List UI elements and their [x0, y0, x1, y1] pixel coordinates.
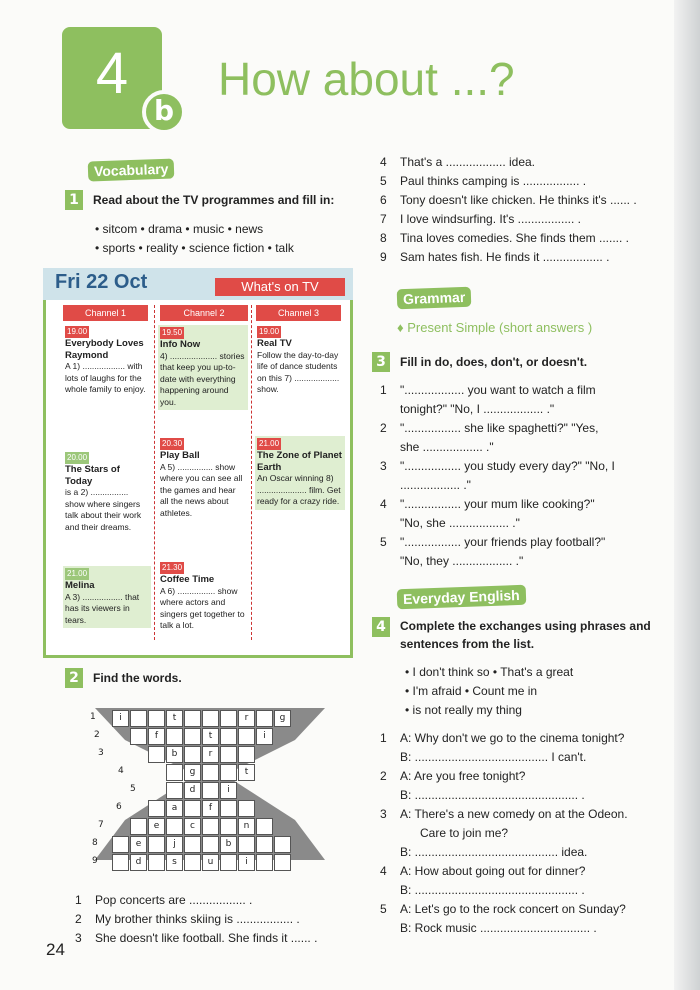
grid-cell: r — [238, 710, 255, 727]
channel-header: Channel 3 — [256, 305, 341, 321]
grid-cell — [220, 764, 237, 781]
programme-title: The Stars of Today — [65, 464, 120, 487]
item-number: 5 — [380, 902, 387, 916]
row-number: 2 — [94, 730, 100, 740]
grid-cell: e — [130, 836, 147, 853]
gap-fill-continuation: .................. ." — [400, 478, 471, 492]
programme-time: 21.00 — [259, 439, 280, 448]
gap-fill-list — [380, 383, 660, 573]
row-number: 6 — [116, 802, 122, 812]
grid-cell — [220, 728, 237, 745]
exercise-number: 4 — [372, 617, 390, 637]
grid-cell — [274, 836, 291, 853]
programme-item — [257, 326, 341, 396]
unit-letter-badge: b — [142, 90, 186, 134]
programme-item — [65, 326, 149, 396]
programme-item — [255, 436, 345, 510]
grid-cell: n — [238, 818, 255, 835]
grid-cell: g — [274, 710, 291, 727]
item-number: 5 — [380, 535, 387, 549]
grid-cell: b — [166, 746, 183, 763]
programme-time: 19.00 — [259, 327, 280, 336]
programme-title: The Zone of Planet Earth — [257, 450, 342, 473]
item-number: 6 — [380, 193, 387, 207]
item-number: 1 — [75, 893, 82, 907]
grid-cell: f — [202, 800, 219, 817]
word-list: • sitcom • drama • music • news — [95, 222, 264, 236]
column-divider — [154, 305, 155, 640]
item-text: A: Why don't we go to the cinema tonight? — [400, 731, 625, 745]
grid-cell — [202, 818, 219, 835]
grid-cell — [148, 746, 165, 763]
dialogue-line-b: B: ........................................... idea. — [400, 845, 588, 859]
exercise-number: 1 — [65, 190, 83, 210]
page-edge-shadow — [674, 0, 700, 990]
gap-fill-item — [380, 421, 660, 440]
programme-text: 4) .................... stories that keep you up-to-date with everything happening around you. — [160, 350, 245, 407]
sentence-item — [75, 893, 252, 907]
item-text: She doesn't like football. She finds it ...... . — [95, 931, 318, 945]
grid-cell — [184, 800, 201, 817]
row-number: 4 — [118, 766, 124, 776]
dialogue-line-b: B: ................................................. . — [400, 788, 585, 802]
item-number: 4 — [380, 497, 387, 511]
exercise-instruction: Fill in do, does, don't, or doesn't. — [400, 355, 588, 369]
dialogue-line-a-cont: Care to join me? — [420, 826, 509, 840]
grid-cell — [220, 800, 237, 817]
dialogue-line-a — [380, 807, 660, 826]
grid-cell: i — [238, 854, 255, 871]
programme-title: Real TV — [257, 338, 292, 349]
dialogue-line-a — [380, 731, 660, 750]
gap-fill-continuation: she .................. ." — [400, 440, 494, 454]
grid-cell — [148, 710, 165, 727]
programme-item — [63, 566, 151, 628]
exercise-instruction: Find the words. — [93, 671, 182, 685]
grid-cell — [130, 728, 147, 745]
programme-title: Info Now — [160, 339, 201, 350]
grid-cell: u — [202, 854, 219, 871]
programme-item — [158, 325, 248, 410]
grid-cell: i — [112, 710, 129, 727]
grid-cell — [238, 836, 255, 853]
column-divider — [251, 305, 252, 640]
gap-fill-item — [380, 383, 660, 402]
item-number: 2 — [75, 912, 82, 926]
grid-cell — [202, 710, 219, 727]
grid-cell — [202, 836, 219, 853]
gap-fill-continuation: "No, they .................. ." — [400, 554, 524, 568]
exercise-instruction: Complete the exchanges using phrases and — [400, 619, 651, 633]
sentence-item — [75, 931, 317, 945]
item-number: 9 — [380, 250, 387, 264]
grid-cell: t — [166, 710, 183, 727]
grid-cell — [256, 854, 273, 871]
item-text: A: Let's go to the rock concert on Sunday? — [400, 902, 626, 916]
grid-cell — [184, 836, 201, 853]
vocabulary-tag: Vocabulary — [88, 158, 175, 181]
item-text: My brother thinks skiing is ................. . — [95, 912, 300, 926]
programme-text: is a 2) ................ show where singers talk about their work and their dreams. — [65, 487, 142, 532]
programme-text: Follow the day-to-day life of dance students on this 7) ................... show. — [257, 349, 340, 394]
programme-title: Coffee Time — [160, 574, 215, 585]
exercise-number: 2 — [65, 668, 83, 688]
word-list: • sports • reality • science fiction • talk — [95, 241, 294, 255]
grid-cell — [130, 818, 147, 835]
programme-text: A 5) ............... show where you can see all the games and hear all the news about athletes. — [160, 461, 243, 518]
item-number: 7 — [380, 212, 387, 226]
grammar-point: ♦ Present Simple (short answers ) — [397, 320, 593, 335]
programme-text: A 3) ................. that has its viewers in tears. — [65, 591, 140, 625]
item-text: "................. you study every day?" "No, I — [400, 459, 615, 473]
sentence-item — [75, 912, 300, 926]
item-text: "................. she like spaghetti?" "Yes, — [400, 421, 599, 435]
grid-cell — [220, 710, 237, 727]
grid-cell — [148, 800, 165, 817]
item-number: 1 — [380, 731, 387, 745]
grid-cell — [166, 764, 183, 781]
sentence-item — [380, 231, 660, 250]
grid-cell — [202, 764, 219, 781]
programme-text: A 1) .................. with lots of laughs for the whole family to enjoy. — [65, 361, 146, 394]
dialogue-line-a — [380, 769, 660, 788]
dialogue-line-b: B: ........................................ I can't. — [400, 750, 587, 764]
item-text: A: There's a new comedy on at the Odeon. — [400, 807, 628, 821]
grid-cell: i — [220, 782, 237, 799]
programme-item — [160, 438, 246, 519]
programme-item — [160, 562, 246, 632]
grid-cell — [166, 818, 183, 835]
exercise-number: 3 — [372, 352, 390, 372]
row-number: 3 — [98, 748, 104, 758]
grid-cell — [166, 728, 183, 745]
row-number: 8 — [92, 838, 98, 848]
dialogue-line-a — [380, 864, 660, 883]
programme-time: 19.00 — [67, 327, 88, 336]
programme-title: Melina — [65, 580, 95, 591]
grid-cell: t — [238, 764, 255, 781]
page-title: How about ...? — [218, 53, 515, 105]
item-text: A: How about going out for dinner? — [400, 864, 586, 878]
sentence-item — [380, 212, 660, 231]
tv-guide-label: What's on TV — [215, 278, 345, 296]
item-number: 5 — [380, 174, 387, 188]
grid-cell: t — [202, 728, 219, 745]
channel-header: Channel 1 — [63, 305, 148, 321]
grid-cell — [184, 728, 201, 745]
item-text: "................. your mum like cooking?" — [400, 497, 595, 511]
exercise-instruction: sentences from the list. — [400, 637, 535, 651]
grid-cell — [112, 836, 129, 853]
unit-number: 4 — [95, 41, 129, 106]
programme-title: Play Ball — [160, 450, 200, 461]
gap-fill-continuation: tonight?" "No, I .................. ." — [400, 402, 555, 416]
grid-cell — [220, 818, 237, 835]
grid-cell — [184, 710, 201, 727]
item-text: ".................. you want to watch a film — [400, 383, 596, 397]
item-number: 2 — [380, 769, 387, 783]
tv-guide-date: Fri 22 Oct — [55, 271, 148, 293]
grid-cell — [274, 854, 291, 871]
phrase-list: • I'm afraid • Count me in — [405, 684, 538, 698]
grid-cell: c — [184, 818, 201, 835]
programme-time: 19.50 — [162, 328, 183, 337]
grid-cell: r — [202, 746, 219, 763]
grid-cell: d — [184, 782, 201, 799]
grid-cell — [148, 854, 165, 871]
item-number: 4 — [380, 864, 387, 878]
item-text: Sam hates fish. He finds it .................. . — [400, 250, 610, 264]
grid-cell — [220, 854, 237, 871]
sentence-item — [380, 250, 660, 269]
sentence-list — [380, 155, 660, 269]
grid-cell: s — [166, 854, 183, 871]
gap-fill-item — [380, 459, 660, 478]
programme-text: An Oscar winning 8) ..................... film. Get ready for a crazy ride. — [257, 473, 341, 506]
grammar-tag: Grammar — [397, 287, 472, 310]
item-number: 3 — [75, 931, 82, 945]
item-text: I love windsurfing. It's ................. . — [400, 212, 582, 226]
item-text: A: Are you free tonight? — [400, 769, 526, 783]
grid-cell — [184, 854, 201, 871]
item-text: That's a .................. idea. — [400, 155, 536, 169]
item-number: 4 — [380, 155, 387, 169]
grid-cell — [148, 836, 165, 853]
dialogue-line-b: B: ................................................. . — [400, 883, 585, 897]
grid-cell: j — [166, 836, 183, 853]
item-text: Tina loves comedies. She finds them ....... . — [400, 231, 629, 245]
item-number: 3 — [380, 459, 387, 473]
item-number: 3 — [380, 807, 387, 821]
programme-title: Everybody Loves Raymond — [65, 338, 144, 361]
programme-text: A 6) ................ show where actors and singers get together to talk a lot. — [160, 585, 245, 630]
sentence-item — [380, 174, 660, 193]
programme-time: 20.00 — [67, 453, 88, 462]
grid-cell: d — [130, 854, 147, 871]
grid-cell — [130, 710, 147, 727]
grid-cell — [256, 818, 273, 835]
item-text: Paul thinks camping is ................. . — [400, 174, 587, 188]
grid-cell — [184, 746, 201, 763]
grid-cell — [112, 854, 129, 871]
grid-cell — [202, 782, 219, 799]
sentence-item — [380, 155, 660, 174]
programme-item — [65, 452, 149, 533]
grid-cell: g — [184, 764, 201, 781]
grid-cell: b — [220, 836, 237, 853]
item-number: 8 — [380, 231, 387, 245]
gap-fill-item — [380, 497, 660, 516]
grid-cell: e — [148, 818, 165, 835]
page-number: 24 — [46, 940, 65, 959]
grid-cell — [238, 746, 255, 763]
exercise-instruction: Read about the TV programmes and fill in: — [93, 193, 335, 207]
gap-fill-continuation: "No, she .................. ." — [400, 516, 520, 530]
item-text: Pop concerts are ................. . — [95, 893, 253, 907]
grid-cell: a — [166, 800, 183, 817]
dialogue-line-b: B: Rock music ................................. . — [400, 921, 597, 935]
item-text: "................. your friends play football?" — [400, 535, 606, 549]
grid-cell: f — [148, 728, 165, 745]
grid-cell — [238, 800, 255, 817]
grid-cell — [238, 728, 255, 745]
item-number: 1 — [380, 383, 387, 397]
grid-cell: i — [256, 728, 273, 745]
channel-header: Channel 2 — [160, 305, 248, 321]
row-number: 5 — [130, 784, 136, 794]
row-number: 7 — [98, 820, 104, 830]
word-search-grid — [90, 705, 330, 865]
row-number: 1 — [90, 712, 96, 722]
dialogue-list — [380, 731, 660, 940]
item-number: 2 — [380, 421, 387, 435]
row-number: 9 — [92, 856, 98, 866]
phrase-list: • is not really my thing — [405, 703, 522, 717]
grid-cell — [256, 836, 273, 853]
programme-time: 21.30 — [162, 563, 183, 572]
grid-cell — [166, 782, 183, 799]
sentence-item — [380, 193, 660, 212]
everyday-english-tag: Everyday English — [397, 585, 526, 609]
item-text: Tony doesn't like chicken. He thinks it's ...... . — [400, 193, 637, 207]
dialogue-line-a — [380, 902, 660, 921]
phrase-list: • I don't think so • That's a great — [405, 665, 574, 679]
grid-cell — [256, 710, 273, 727]
programme-time: 21.00 — [67, 569, 88, 578]
gap-fill-item — [380, 535, 660, 554]
grid-cell — [220, 746, 237, 763]
programme-time: 20.30 — [162, 439, 183, 448]
